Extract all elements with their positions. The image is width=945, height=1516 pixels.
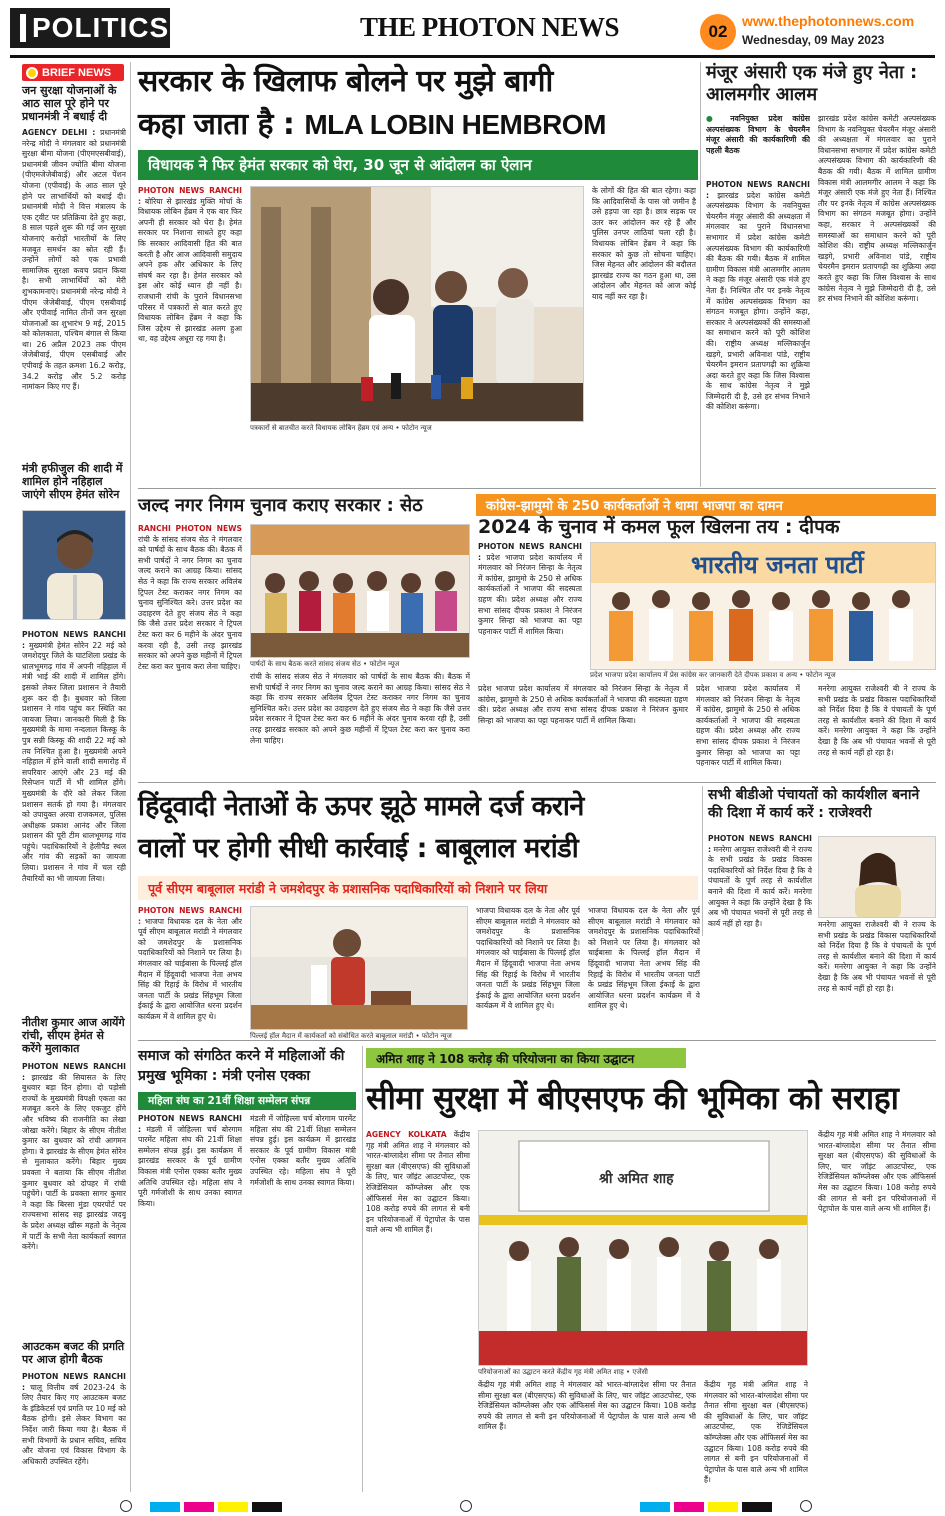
alam-bullet-text: नवनियुक्त प्रदेश कांग्रेस अल्पसंख्यक विभाग के चेयरमैन मंजूर अंसारी की कार्यकारिणी की पहली बैठक <box>706 114 810 155</box>
alam-byline: PHOTON NEWS RANCHI : <box>706 180 810 200</box>
bjp-body-text: प्रदेश भाजपा प्रदेश कार्यालय में मंगलवार को निरंजन सिन्हा के नेतृत्व में कांग्रेस, झामुमो के 250 से अधिक कार्यकर्ताओं ने भाजपा की सदस्यता ग्रहण की। प्रदेश अध्यक्ष और राज्य सभा सांसद दीपक प्रकाश ने निरंजन कुमार सिन्हा को भाजपा का पट्टा पहनाकर पार्टी में शामिल किया। <box>478 552 582 636</box>
brief-body-4: चालू वित्तीय वर्ष 2023-24 के लिए तैयार किए गए आउटकम बजट के इंडिकेटर्स एवं प्रगति पर 10 मई को बैठक होगी। इसे लेकर विभाग का निर्देश जारी किया गया है। बैठक में सभी विभागों के प्रधान सचिव, सचिव और योजना एवं विकास विभाग के अधिकारी उपस्थित रहेंगे। <box>22 1382 126 1466</box>
alam-bullet <box>706 114 810 178</box>
nigam-photo-caption: पार्षदों के साथ बैठक करते सांसद संजय सेठ • फोटोन न्यूज <box>250 660 400 668</box>
rajeshwari-body-2: मनरेगा आयुक्त राजेश्वरी बी ने राज्य के सभी प्रखंड के प्रखंड विकास पदाधिकारियों को निर्देश दिया है कि वे पंचायतों के पूर्ण तरह से कार्यशील बनाने की दिशा में कार्य करें। मनरेगा आयुक्त ने कहा कि उन्होंने देखा है कि अब भी पंचायत भवनों से पूरी तरह से कार्य नहीं हो रहा है। <box>818 920 936 993</box>
brief-photo-hemant <box>22 510 126 620</box>
alam-body-text: झारखंड प्रदेश कांग्रेस कमेटी अल्पसंख्यक विभाग के नवनियुक्त चेयरमैन मंजूर अंसारी की अध्यक्षता में मंगलवार का पुराने विधानसभा सभागार में प्रदेश कांग्रेस कमेटी अल्पसंख्यक विभाग की कार्यकारिणी की बैठक की गयी। बैठक में शामिल ग्रामीण विकास मंत्री आलमगीर आलम ने कहा कि मंजूर अंसारी एक मंजे हुए नेता हैं। निश्चित तौर पर इनके नेतृत्व में कांग्रेस अल्पसंख्यक विभाग का संगठन मजबूत होगा। उन्होंने कहा, सरकार ने अल्पसंख्यकों की समस्याओं का समाधान करने को पूरी कोशिश की। राष्ट्रीय अध्यक्ष मल्लिकार्जुन खड़गे, प्रभारी अविनाश पांडे, राष्ट्रीय चेयरमैन इमरान प्रतापगढ़ी का शुक्रिया अदा करते हुए कहा कि जिस विश्वास के साथ कांग्रेस नेतृत्व ने मुझे जिम्मेदारी दी है, उसे हर संभव निभाने की कोशिश करूंगा। <box>706 190 810 412</box>
lead-headline-en: MLA LOBIN HEMBROM <box>304 109 606 140</box>
column-divider <box>130 62 131 1492</box>
amit-body <box>366 1130 470 1370</box>
registration-mark-icon <box>120 1500 132 1512</box>
bjp-strap: कांग्रेस-झामुमो के 250 कार्यकर्ताओं ने थामा भाजपा का दामन <box>476 494 936 516</box>
amit-photo <box>478 1130 808 1366</box>
section-rule-2 <box>138 782 936 783</box>
header-rule <box>10 55 935 58</box>
rajeshwari-body-text: मनरेगा आयुक्त राजेश्वरी बी ने राज्य के सभी प्रखंड के प्रखंड विकास पदाधिकारियों को निर्देश दिया है कि वे पंचायतों के पूर्ण तरह से कार्यशील बनाने की दिशा में कार्य करें। मनरेगा आयुक्त ने कहा कि उन्होंने देखा है कि अब भी पंचायत भवनों से पूरी तरह से कार्य नहीं हो रहा है। <box>708 844 812 928</box>
masthead-title[interactable]: THE PHOTON NEWS <box>360 12 620 42</box>
bjp-byline: PHOTON NEWS RANCHI : <box>478 542 582 562</box>
brief-news-badge <box>22 64 124 81</box>
mahila-body-2: मंडली में जोहिल्ला चर्च बोरगाम पारमेंट महिला संघ की 21वीं शिक्षा सम्मेलन संपन्न हुई। इस कार्यक्रम में झारखंड सरकार के पूर्व ग्रामीण विकास मंत्री एनोस एक्का बतौर मुख्य अतिथि उपस्थित रहे। महिला संघ ने पूरी गर्मजोशी के साथ उनका स्वागत किया। <box>250 1114 356 1187</box>
mahila-body <box>138 1114 242 1490</box>
brief-headline-4[interactable]: आउटकम बजट की प्रगति पर आज होगी बैठक <box>22 1340 125 1366</box>
bjp-body <box>478 542 582 672</box>
mahila-headline[interactable]: समाज को संगठित करने में महिलाओं की प्रमुख भूमिका : मंत्री एनोस एक्का <box>138 1048 345 1084</box>
babulal-body-text: भाजपा विधायक दल के नेता और पूर्व सीएम बाबूलाल मरांडी ने मंगलवार को जमशेदपुर के प्रशासनिक पदाधिकारियों को निशाने पर लिया है। मंगलवार को चाईबासा के पिल्लई हॉल मैदान में हिंदूवादी भाजपा नेता अभय सिंह की रिहाई के विरोध में भारतीय जनता पार्टी के प्रखंड सिंहभूम जिला ईकाई के द्वारा आयोजित धरना प्रदर्शन कार्यक्रम में वे शामिल हुए थे। <box>138 916 242 1021</box>
brief-story-1 <box>22 128 126 458</box>
press-meet-illustration <box>251 187 584 422</box>
alam-body-1 <box>706 180 810 480</box>
amit-body-4: केंद्रीय गृह मंत्री अमित शाह ने मंगलवार को भारत-बांग्लादेश सीमा पर तैनात सीमा सुरक्षा बल (बीएसएफ) की सुविधाओं के लिए, चार जॉइंट आउटपोस्ट, एक रेजिडेंसियल कॉम्प्लेक्स और एक ऑफिसर्स मेस का उद्घाटन किया। 108 करोड़ रुपये की लागत से बनी इन परियोजनाओं में पेट्रापोल के पास वाले अन्य भी शामिल हैं। <box>818 1130 936 1214</box>
rajeshwari-body <box>708 834 812 1034</box>
babulal-body <box>138 906 242 1026</box>
lead-headline-line2[interactable] <box>138 104 698 148</box>
nigam-body-text: रांची के सांसद संजय सेठ ने मंगलवार को पार्षदों के साथ बैठक की। बैठक में सभी पार्षदों ने नगर निगम का चुनाव जल्द कराने का आग्रह किया। सांसद सेठ ने कहा कि राज्य सरकार अविलंब ट्रिपल टेस्ट कराकर नगर निगम का चुनाव सुनिश्चित करे। उत्तर प्रदेश का उदाहरण देते हुए संजय सेठ ने कहा कि जैसे उत्तर प्रदेश सरकार ने ट्रिपल टेस्ट करा कर 6 महीने के अंदर चुनाव करवा रही है, उसी तरह झारखंड सरकार को अपने कुछ महीनों में ट्रिपल टेस्ट करा कर चुनाव करा लेना चाहिए। <box>138 534 242 671</box>
brief-headline-2[interactable]: मंत्री हफीजुल की शादी में शामिल होने नहिहाल जाएंगे सीएम हेमंत सोरेन <box>22 462 123 501</box>
portrait-illustration-2 <box>819 837 936 918</box>
alam-body-2: झारखंड प्रदेश कांग्रेस कमेटी अल्पसंख्यक विभाग के नवनियुक्त चेयरमैन मंजूर अंसारी की अध्यक्षता में मंगलवार का पुराने विधानसभा सभागार में प्रदेश कांग्रेस कमेटी अल्पसंख्यक विभाग की कार्यकारिणी की बैठक की गयी। बैठक में शामिल ग्रामीण विकास मंत्री आलमगीर आलम ने कहा कि मंजूर अंसारी एक मंजे हुए नेता हैं। निश्चित तौर पर इनके नेतृत्व में कांग्रेस अल्पसंख्यक विभाग का संगठन मजबूत होगा। उन्होंने कहा, सरकार ने अल्पसंख्यकों की समस्याओं का समाधान करने को पूरी कोशिश की। राष्ट्रीय अध्यक्ष मल्लिकार्जुन खड़गे, प्रभारी अविनाश पांडे, राष्ट्रीय चेयरमैन इमरान प्रतापगढ़ी का शुक्रिया अदा करते हुए कहा कि जिस विश्वास के साथ कांग्रेस नेतृत्व ने मुझे जिम्मेदारी दी है, उसे हर संभव निभाने की कोशिश करूंगा। <box>818 114 936 304</box>
column-divider-3 <box>702 786 703 936</box>
babulal-photo-caption: पिल्लई हॉल मैदान में कार्यकर्ता को संबोधित करते बाबूलाल मरांडी • फोटोन न्यूज <box>250 1032 452 1040</box>
rajeshwari-photo <box>818 836 936 918</box>
bjp-body-2: प्रदेश भाजपा प्रदेश कार्यालय में मंगलवार को निरंजन सिन्हा के नेतृत्व में कांग्रेस, झामुमो के 250 से अधिक कार्यकर्ताओं ने भाजपा की सदस्यता ग्रहण की। प्रदेश अध्यक्ष और राज्य सभा सांसद दीपक प्रकाश ने निरंजन कुमार सिन्हा को भाजपा का पट्टा पहनाकर पार्टी में शामिल किया। <box>478 684 688 725</box>
amit-banner-text: श्री अमित शाह <box>599 1171 674 1187</box>
alam-headline[interactable]: मंजूर अंसारी एक मंजे हुए नेता : आलमगीर आलम <box>706 62 918 105</box>
babulal-photo <box>250 906 468 1030</box>
lead-body-left <box>138 186 242 486</box>
website-link[interactable]: www.thephotonnews.com <box>742 13 915 29</box>
lead-byline: PHOTON NEWS RANCHI : <box>138 186 242 206</box>
bjp-photo <box>590 542 936 670</box>
rajeshwari-intro: मनरेगा आयुक्त राजेश्वरी बी ने राज्य के सभी प्रखंड के प्रखंड विकास पदाधिकारियों को निर्देश दिया है कि वे पंचायतों के पूर्ण तरह से कार्यशील बनाने की दिशा में कार्य करें। मनरेगा आयुक्त ने कहा कि उन्होंने देखा है कि अब भी पंचायत भवनों से पूरी तरह से कार्य नहीं हो रहा है। <box>818 684 936 757</box>
color-swatch-yellow <box>218 1502 248 1512</box>
amit-strap: अमित शाह ने 108 करोड़ की परियोजना का किया उद्घाटन <box>366 1048 686 1068</box>
brief-story-2 <box>22 630 126 1010</box>
babulal-headline-line2[interactable]: वालों पर होगी सीधी कार्रवाई : बाबूलाल मरांडी <box>138 833 579 864</box>
nigam-body-2: रांची के सांसद संजय सेठ ने मंगलवार को पार्षदों के साथ बैठक की। बैठक में सभी पार्षदों ने नगर निगम का चुनाव जल्द कराने का आग्रह किया। सांसद सेठ ने कहा कि राज्य सरकार अविलंब ट्रिपल टेस्ट कराकर नगर निगम का चुनाव सुनिश्चित करे। उत्तर प्रदेश का उदाहरण देते हुए संजय सेठ ने कहा कि जैसे उत्तर प्रदेश सरकार ने ट्रिपल टेस्ट करा कर 6 महीने के अंदर चुनाव करवा रही है, उसी तरह झारखंड सरकार को अपने कुछ महीनों में ट्रिपल टेस्ट करा कर चुनाव करा लेना चाहिए। <box>250 672 470 745</box>
babulal-byline: PHOTON NEWS RANCHI : <box>138 906 242 926</box>
nigam-byline: RANCHI PHOTON NEWS <box>138 524 242 533</box>
nigam-headline[interactable]: जल्द नगर निगम चुनाव कराए सरकार : सेठ <box>138 495 423 516</box>
section-rule-1 <box>138 488 936 489</box>
brief-story-3 <box>22 1062 126 1334</box>
color-swatch-black <box>252 1502 282 1512</box>
amit-body-2: केंद्रीय गृह मंत्री अमित शाह ने मंगलवार को भारत-बांग्लादेश सीमा पर तैनात सीमा सुरक्षा बल (बीएसएफ) की सुविधाओं के लिए, चार जॉइंट आउटपोस्ट, एक रेजिडेंसियल कॉम्प्लेक्स और एक ऑफिसर्स मेस का उद्घाटन किया। 108 करोड़ रुपये की लागत से बनी इन परियोजनाओं में पेट्रापोल के पास वाले अन्य भी शामिल हैं। <box>478 1380 696 1432</box>
bjp-banner-text: भारतीय जनता पार्टी <box>691 551 864 579</box>
color-swatch-cyan <box>640 1502 670 1512</box>
amit-body-text: केंद्रीय गृह मंत्री अमित शाह ने मंगलवार को भारत-बांग्लादेश सीमा पर तैनात सीमा सुरक्षा बल (बीएसएफ) की सुविधाओं के लिए, चार जॉइंट आउटपोस्ट, एक रेजिडेंसियल कॉम्प्लेक्स और एक ऑफिसर्स मेस का उद्घाटन किया। 108 करोड़ रुपये की लागत से बनी इन परियोजनाओं में पेट्रापोल के पास वाले अन्य भी शामिल हैं। <box>366 1130 470 1235</box>
inauguration-illustration <box>479 1131 808 1366</box>
issue-date: Wednesday, 09 May 2023 <box>742 33 885 47</box>
party-office-illustration <box>591 543 936 670</box>
mahila-byline: PHOTON NEWS RANCHI : <box>138 1114 242 1134</box>
bullet-icon: ● <box>706 114 721 123</box>
amit-headline[interactable]: सीमा सुरक्षा में बीएसएफ की भूमिका को सराहा <box>366 1079 899 1117</box>
lead-strap: विधायक ने फिर हेमंत सरकार को घेरा, 30 जून से आंदोलन का ऐलान <box>138 150 698 180</box>
amit-byline: AGENCY KOLKATA <box>366 1130 447 1139</box>
babulal-headline-line1[interactable]: हिंदूवादी नेताओं के ऊपर झूठे मामले दर्ज कराने <box>138 791 584 822</box>
brief-headline-1[interactable]: जन सुरक्षा योजनाओं के आठ साल पूरे होने पर प्रधानमंत्री ने बधाई दी <box>22 84 117 123</box>
babulal-strap: पूर्व सीएम बाबूलाल मरांडी ने जमशेदपुर के प्रशासनिक पदाधिकारियों को निशाने पर लिया <box>138 876 698 900</box>
bjp-photo-caption: प्रदेश भाजपा प्रदेश कार्यालय में प्रेस कांग्रेस कर जानकारी देते दीपक प्रकाश व अन्य • फोटोन न्यूज <box>590 671 936 680</box>
rally-illustration <box>251 907 468 1030</box>
mahila-strap: महिला संघ का 21वीं शिक्षा सम्मेलन संपन्न <box>138 1092 356 1110</box>
brief-dot-icon <box>26 67 38 79</box>
lead-body-left-text: बोरिया से झारखंड मुक्ति मोर्चा के विधायक लोबिन हेंब्रम ने एक बार फिर अपनी ही सरकार को घेरा है। हेमंत सरकार पर निशाना साधते हुए कहा कि सरकार आदिवासी हित की बात करती है और आज आदिवासी समुदाय अपने हक और अधिकार के लिए संघर्ष कर रहा है। हेमंत सरकार को इस ओर कोई ध्यान ही नहीं है। राजधानी रांची के पुराने विधानसभा परिसर में पत्रकारों से बात करते हुए विधायक लोबिन हेंब्रम ने कहा कि जिस उद्देश्य से झारखंड अलग हुआ था, वह उद्देश्य अधूरा रह गया है। <box>138 196 242 344</box>
babulal-body-3: भाजपा विधायक दल के नेता और पूर्व सीएम बाबूलाल मरांडी ने मंगलवार को जमशेदपुर के प्रशासनिक पदाधिकारियों को निशाने पर लिया है। मंगलवार को चाईबासा के पिल्लई हॉल मैदान में हिंदूवादी भाजपा नेता अभय सिंह की रिहाई के विरोध में भारतीय जनता पार्टी के प्रखंड सिंहभूम जिला ईकाई के द्वारा आयोजित धरना प्रदर्शन कार्यक्रम में वे शामिल हुए थे। <box>588 906 700 1011</box>
rajeshwari-headline[interactable]: सभी बीडीओ पंचायतों को कार्यशील बनाने की दिशा में कार्य करें : राजेश्वरी <box>708 787 920 821</box>
color-swatch-magenta <box>184 1502 214 1512</box>
portrait-illustration <box>23 511 126 620</box>
color-swatch-black <box>742 1502 772 1512</box>
amit-body-3: केंद्रीय गृह मंत्री अमित शाह ने मंगलवार को भारत-बांग्लादेश सीमा पर तैनात सीमा सुरक्षा बल (बीएसएफ) की सुविधाओं के लिए, चार जॉइंट आउटपोस्ट, एक रेजिडेंसियल कॉम्प्लेक्स और एक ऑफिसर्स मेस का उद्घाटन किया। 108 करोड़ रुपये की लागत से बनी इन परियोजनाओं में पेट्रापोल के पास वाले अन्य भी शामिल हैं। <box>704 1380 808 1485</box>
lead-headline-hi: कहा जाता है : <box>138 107 295 142</box>
color-swatch-yellow <box>708 1502 738 1512</box>
registration-mark-icon <box>800 1500 812 1512</box>
color-swatch-magenta <box>674 1502 704 1512</box>
color-swatch-cyan <box>150 1502 180 1512</box>
brief-byline-1: AGENCY DELHI : <box>22 128 96 137</box>
registration-mark-icon <box>460 1500 472 1512</box>
section-tag: POLITICS <box>10 8 170 48</box>
section-rule-3 <box>138 1040 936 1041</box>
brief-body-3: झारखंड की सियासत के लिए बुधवार बड़ा दिन होगा। दो पड़ोसी राज्यों के मुख्यमंत्री विपक्षी एकता का मजबूत करने के लिए एकजुट होंगे और भविष्य की राजनीति का लेखा जोखा करेंगे। बिहार के सीएम नीतीश कुमार का बुधवार को रांची आगमन होगा। वे झारखंड के सीएम हेमंत सोरेन से मुलाकात करेंगे। बिहार मुख्य प्रवक्ता ने बताया कि सीएम नीतीश कुमार बुधवार को दोपहर में रांची पहुंचेंगे। पार्टी के प्रवक्ता सागर कुमार ने कहा कि बिरसा मुंडा एयरपोर्ट पर राज्यसभा सांसद सह झारखंड जदयू के प्रदेश अध्यक्ष खीरू महतो के नेतृत्व में पार्टी के सभी नेता कार्यकर्ता स्वागत करेंगे। <box>22 1072 126 1252</box>
lead-body-right: के लोगों की हित की बात रहेगा। कहा कि आदिवासियों के पास जो जमीन है उसे हड़पा जा रहा है। छात्र सड़क पर उतर कर आंदोलन कर रहे हैं और पुलिस उनपर लाठियां चला रही है। विधायक लोबिन हेंब्रम ने कहा कि सरकार को कुछ तो सोचना चाहिए। जिस मेहनत और आंदोलन की बदौलत झारखंड राज्य का गठन हुआ था, उस आंदोलन और मेहनत को आज कोई याद नहीं कर रहा है। <box>592 186 696 301</box>
brief-byline-2: PHOTON NEWS RANCHI : <box>22 630 126 650</box>
page-number-badge: 02 <box>700 14 736 50</box>
mahila-body-text: मंडली में जोहिल्ला चर्च बोरगाम पारमेंट महिला संघ की 21वीं शिक्षा सम्मेलन संपन्न हुई। इस कार्यक्रम में झारखंड सरकार के पूर्व ग्रामीण विकास मंत्री एनोस एक्का बतौर मुख्य अतिथि उपस्थित रहे। महिला संघ ने पूरी गर्मजोशी के साथ उनका स्वागत किया। <box>138 1124 242 1208</box>
brief-news-label: BRIEF NEWS <box>42 66 112 79</box>
brief-headline-3[interactable]: नीतीश कुमार आज आयेंगे रांची, सीएम हेमंत से करेंगे मुलाकात <box>22 1016 125 1055</box>
brief-byline-3: PHOTON NEWS RANCHI : <box>22 1062 126 1082</box>
brief-body-1: प्रधानमंत्री नरेन्द्र मोदी ने मंगलवार को प्रधानमंत्री सुरक्षा बीमा योजना (पीएमएसबीवाई), प्रधानमंत्री जीवन ज्योति बीमा योजना (पीएमजेजेबीवाई) और अटल पेंशन योजना (एपीवाई) के आठ साल पूरे होने पर लाभार्थियों को बधाई दी। प्रधानमंत्री मोदी ने वित्त मंत्रालय के एक ट्वीट पर प्रतिक्रिया देते हुए कहा, 8 साल पहले शुरू की गई जन सुरक्षा योजनाएं करोड़ों भारतीयों के लिए मजबूत समर्थन का स्रोत रही हैं। उन्होंने लोगों को एक प्रभावी सामाजिक सुरक्षा कवच प्रदान किया है। सभी लाभार्थियों को मेरी शुभकामनाएं। प्रधानमंत्री नरेन्द्र मोदी ने पीएम जेजेबीवाई, पीएम एसबीवाई और एपीवाई नामित तीनों जन सुरक्षा योजनाओं का शुभारंभ 9 मई, 2015 को कोलकाता, पश्चिम बंगाल से किया था। 26 अप्रैल 2023 तक पीएम जेजेबीवाई, पीएम एसबीवाई और एपीवाई के तहत क्रमशः 16.2 करोड़, 34.2 करोड़ और 5.2 करोड़ नामांकन किए गए हैं। <box>22 128 126 392</box>
bjp-body-3: प्रदेश भाजपा प्रदेश कार्यालय में मंगलवार को निरंजन सिन्हा के नेतृत्व में कांग्रेस, झामुमो के 250 से अधिक कार्यकर्ताओं ने भाजपा की सदस्यता ग्रहण की। प्रदेश अध्यक्ष और राज्य सभा सांसद दीपक प्रकाश ने निरंजन कुमार सिन्हा को भाजपा का पट्टा पहनाकर पार्टी में शामिल किया। <box>696 684 800 768</box>
bjp-headline[interactable]: 2024 के चुनाव में कमल फूल खिलना तय : दीपक <box>478 516 840 538</box>
lead-photo-caption: पत्रकारों से बातचीत करते विधायक लोबिन हेंब्रम एवं अन्य • फोटोन न्यूज <box>250 424 432 432</box>
lead-headline-line1[interactable]: सरकार के खिलाफ बोलने पर मुझे बागी <box>138 64 553 99</box>
column-divider-2 <box>700 62 701 487</box>
meeting-illustration <box>251 525 470 658</box>
column-divider-4 <box>362 1046 363 1492</box>
brief-body-2: मुख्यमंत्री हेमंत सोरेन 22 मई को जमशेदपुर जिले के घाटशिला प्रखंड के धालभूमगढ़ गांव में अपनी नहिहाल में मंत्री भाई की शादी में शामिल होंगे। इसको लेकर जिला प्रशासन ने तैयारी शुरू कर दी है। बुधवार को जिला प्रशासन ने गांव पहुंच कर स्थिति का जायजा लिया। जानकारी मिली है कि मुख्यमंत्री के मामा नन्दलाल किस्कू के पुत्र सन्नी किस्कू की शादी 22 मई को तय निश्चित हुआ है। मुख्यमंत्री अपने नहिहाल में होने वाली शादी समारोह में सपरिवार आएंगे और 23 मई की रिसेप्शन पार्टी में भी शामिल होंगे। मुख्यमंत्री के दौरे को लेकर जिला प्रशासन सतर्क हो गया है। मंगलवार को उपायुक्त अरवा राजकमल, पुलिस अधीक्षक प्रकाश आनंद और जिला प्रशासन की पूरी टीम धालभूमगढ़ गांव पहुंचे। पदाधिकारियों ने हेलीपैड स्थल और गांव की सड़कों का जायजा लिया। प्रशासन ने गांव में चल रही तैयारियों का भी जायजा लिया। <box>22 640 126 883</box>
babulal-body-2: भाजपा विधायक दल के नेता और पूर्व सीएम बाबूलाल मरांडी ने मंगलवार को जमशेदपुर के प्रशासनिक पदाधिकारियों को निशाने पर लिया है। मंगलवार को चाईबासा के पिल्लई हॉल मैदान में हिंदूवादी भाजपा नेता अभय सिंह की रिहाई के विरोध में भारतीय जनता पार्टी के प्रखंड सिंहभूम जिला ईकाई के द्वारा आयोजित धरना प्रदर्शन कार्यक्रम में वे शामिल हुए थे। <box>476 906 580 1011</box>
brief-story-4 <box>22 1372 126 1490</box>
brief-byline-4: PHOTON NEWS RANCHI : <box>22 1372 126 1392</box>
lead-photo <box>250 186 584 422</box>
amit-photo-caption: परियोजनाओं का उद्घाटन करते केंद्रीय गृह मंत्री अमित शाह • एजेंसी <box>478 1368 648 1376</box>
rajeshwari-byline: PHOTON NEWS RANCHI : <box>708 834 812 854</box>
nigam-photo <box>250 524 470 658</box>
